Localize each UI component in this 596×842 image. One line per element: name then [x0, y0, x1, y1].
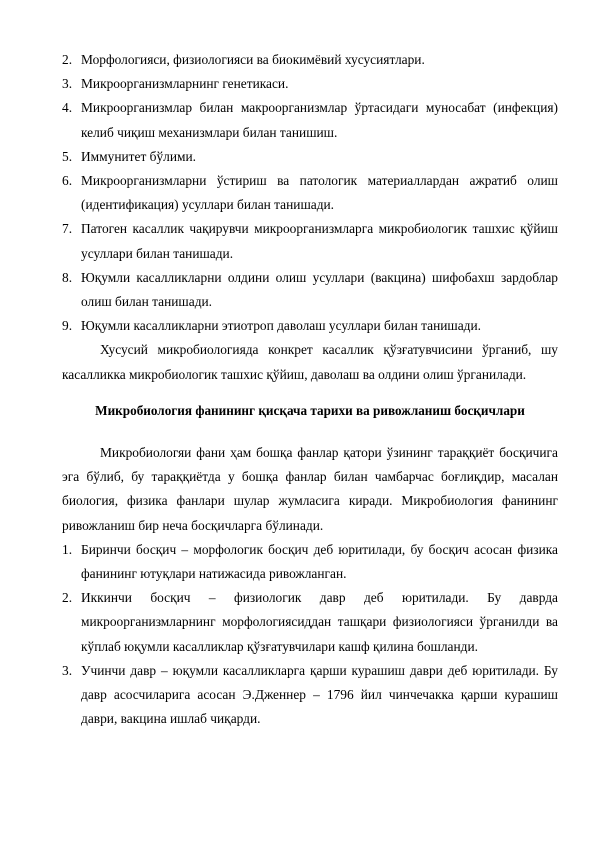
list-item: [62, 586, 558, 659]
list-text: Учинчи давр – юқумли касалликларга қарши курашиш даври деб юритилади. Бу давр асосчиларига асосан Э.Дженнер – 1796 йил чинчечакка қарши курашиш даври, вакцина ишлаб чиқарди.: [81, 662, 558, 727]
list-number: 8.: [62, 269, 73, 285]
list-text: Биринчи босқич – морфологик босқич деб юритилади, бу босқич асосан физика фанининг ютуқлари натижасида ривожланган.: [81, 541, 558, 582]
list-number: 7.: [62, 221, 73, 237]
list-item: [62, 217, 558, 265]
list-item: [62, 538, 558, 586]
list-number: 9.: [62, 318, 73, 334]
list-text: Микроорганизмларни ўстириш ва патологик материаллардан ажратиб олиш (идентификация) усуллари билан танишади.: [81, 173, 558, 213]
list-number: 1.: [62, 541, 73, 557]
list-text: Микроорганизмларнинг генетикаси.: [81, 76, 289, 92]
list-text: Патоген касаллик чақирувчи микроорганизмларга микробиологик ташхис қўйиш усуллари билан танишади.: [81, 221, 558, 261]
list-text: Микроорганизмлар билан макроорганизмлар ўртасидаги муносабат (инфекция) келиб чиқиш механизмлари билан танишиш.: [81, 100, 558, 140]
list-number: 3.: [62, 662, 73, 678]
list-text: Юқумли касалликларни олдини олиш усуллари (вакцина) шифобахш зардоблар олиш билан танишади.: [81, 269, 558, 310]
list-item: [62, 659, 558, 732]
list-number: 5.: [62, 148, 73, 164]
stages-list: [62, 538, 558, 732]
list-number: 2.: [62, 590, 73, 606]
list-number: 4.: [62, 100, 73, 116]
list-item: [62, 72, 558, 96]
list-number: 6.: [62, 173, 73, 189]
list-item: [62, 48, 558, 72]
list-item: [62, 145, 558, 169]
objectives-list: [62, 48, 558, 338]
list-number: 2.: [62, 52, 73, 67]
list-text: Юқумли касалликларни этиотроп даволаш усуллари билан танишади.: [81, 318, 481, 334]
document-page: [62, 48, 558, 731]
list-text: Иммунитет бўлими.: [81, 148, 196, 164]
list-number: 3.: [62, 76, 73, 92]
section-heading: Микробиология фанининг қисқача тарихи ва ривожланиш босқичлари: [95, 402, 525, 418]
list-item: [62, 96, 558, 144]
list-text: Морфологияси, физиологияси ва биокимёвий хусусиятлари.: [81, 52, 425, 67]
list-item: [62, 169, 558, 217]
list-text: Иккинчи босқич – физиологик давр деб юритилади. Бу даврда микроорганизмларнинг морфологиясиддан ташқари физиологияси ўрганилди ва кўплаб юқумли касалликлар қўзғатувчилари кашф қилина бошланди.: [81, 590, 558, 654]
body-paragraph: Микробиологяи фани ҳам бошқа фанлар қатори ўзининг тараққиёт босқичига эга бўлиб, бу тараққиётда у бошқа фанлар билан чамбарчас боғлиқдир, масалан биология, физика фанлари шулар жумласига киради. Микробиология фанининг ривожланиш бир неча босқичларга бўлинади.: [62, 445, 558, 533]
list-item: [62, 266, 558, 314]
list-item: [62, 314, 558, 338]
body-paragraph: Хусусий микробиологияда конкрет касаллик қўзғатувчисини ўрганиб, шу касалликка микробиологик ташхис қўйиш, даволаш ва олдини олиш ўрганилади.: [62, 342, 558, 382]
